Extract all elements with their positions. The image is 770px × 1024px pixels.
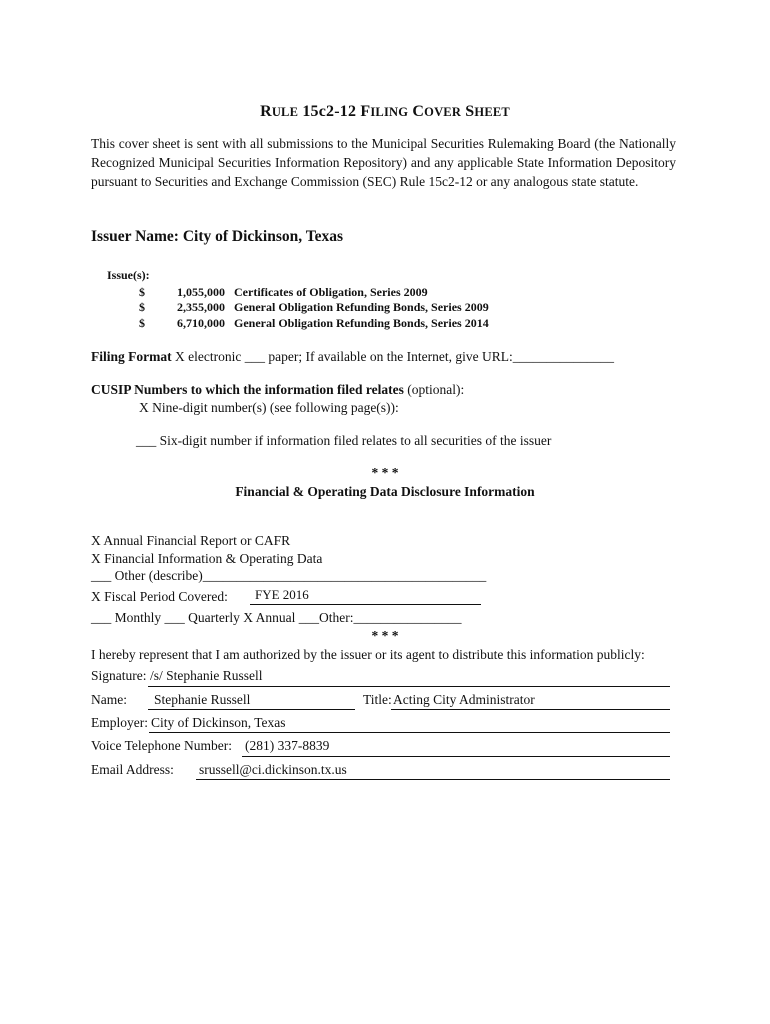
issue-description: General Obligation Refunding Bonds, Series 2014 <box>234 316 489 330</box>
issues-label: Issue(s): <box>107 268 150 282</box>
fiscal-period-label: X Fiscal Period Covered: <box>91 589 228 604</box>
issue-amount: 1,055,000 <box>177 285 225 299</box>
name-underline <box>148 709 355 710</box>
phone-value: (281) 337-8839 <box>245 738 330 753</box>
title-part: S <box>465 103 475 120</box>
filing-format-label: Filing Format <box>91 349 172 364</box>
title-label: Title: <box>363 692 392 707</box>
representation-text: I hereby represent that I am authorized by the issuer or its agent to distribute this information publicly: <box>91 647 645 662</box>
cusip-six-digit: ___ Six-digit number if information filed relates to all securities of the issuer <box>136 433 552 448</box>
cusip-line <box>91 382 464 398</box>
issue-currency: $ <box>139 300 145 314</box>
employer-label: Employer: <box>91 715 148 730</box>
name-label: Name: <box>91 692 127 707</box>
issue-description: General Obligation Refunding Bonds, Series 2009 <box>234 300 489 314</box>
document-title <box>0 103 770 121</box>
name-value: Stephanie Russell <box>154 692 251 707</box>
title-part: R <box>260 103 272 120</box>
issue-currency: $ <box>139 316 145 330</box>
filing-format-text: X electronic ___ paper; If available on the Internet, give URL:_______________ <box>175 349 614 364</box>
filing-format-line <box>91 349 614 365</box>
title-part: 15c2-12 <box>298 103 361 120</box>
fiscal-period-underline <box>250 604 481 605</box>
title-part: OVER <box>424 105 462 119</box>
issuer-name: Issuer Name: City of Dickinson, Texas <box>91 228 344 245</box>
email-label: Email Address: <box>91 762 174 777</box>
email-underline <box>196 779 670 780</box>
checklist-item: X Financial Information & Operating Data <box>91 551 323 566</box>
phone-label: Voice Telephone Number: <box>91 738 233 753</box>
title-part: ILING <box>370 105 409 119</box>
employer-value: City of Dickinson, Texas <box>151 715 286 730</box>
phone-underline <box>242 756 670 757</box>
title-part: HEET <box>474 105 510 119</box>
cusip-optional: (optional): <box>403 382 465 397</box>
issue-currency: $ <box>139 285 145 299</box>
title-value: Acting City Administrator <box>393 692 535 707</box>
checklist-item: ___ Other (describe)__________________________________________ <box>91 568 487 583</box>
issue-amount: 6,710,000 <box>177 316 225 330</box>
signature-underline <box>148 686 670 687</box>
disclosure-heading: Financial & Operating Data Disclosure Information <box>235 484 535 499</box>
title-part: C <box>412 103 425 120</box>
cusip-nine-digit: X Nine-digit number(s) (see following page(s)): <box>139 400 399 415</box>
email-value: srussell@ci.dickinson.tx.us <box>199 762 347 777</box>
title-part: F <box>360 103 371 120</box>
issue-description: Certificates of Obligation, Series 2009 <box>234 285 428 299</box>
title-underline <box>391 709 670 710</box>
separator-stars: * * * <box>371 465 399 480</box>
separator-stars: * * * <box>371 628 399 643</box>
title-part: ULE <box>271 105 299 119</box>
signature-label: Signature: <box>91 668 147 683</box>
signature-value: /s/ Stephanie Russell <box>150 668 263 683</box>
issue-amount: 2,355,000 <box>177 300 225 314</box>
frequency-line: ___ Monthly ___ Quarterly X Annual ___Other:________________ <box>91 610 462 625</box>
checklist-item: X Annual Financial Report or CAFR <box>91 533 291 548</box>
fiscal-period-value: FYE 2016 <box>255 587 309 602</box>
intro-paragraph: This cover sheet is sent with all submissions to the Municipal Securities Rulemaking Board (the Nationally Recognized Municipal Securities Information Repository) and any applicable State Information Depository pursuant to Securities and Exchange Commission (SEC) Rule 15c2-12 or any analogous state statute. <box>91 136 676 189</box>
cusip-label: CUSIP Numbers to which the information filed relates <box>91 382 404 397</box>
employer-underline <box>149 732 670 733</box>
